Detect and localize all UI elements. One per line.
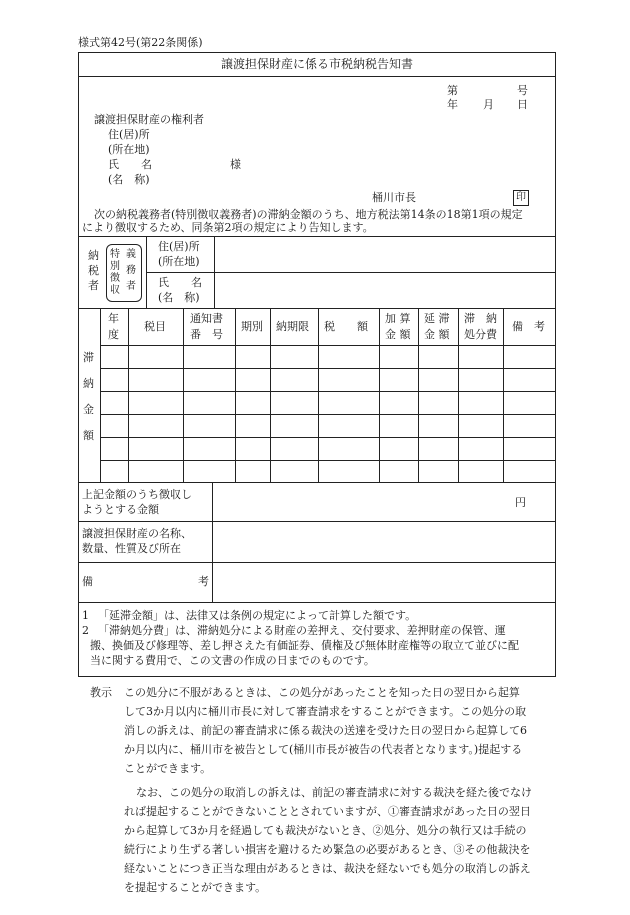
note-number: 1 xyxy=(82,609,89,622)
date-year: 年 xyxy=(447,98,458,111)
col-header-delinquency: 金 額 xyxy=(424,328,450,341)
bracket-char: 務 xyxy=(126,265,136,276)
recipient-heading: 譲渡担保財産の権利者 xyxy=(94,113,204,126)
recipient-honorific: 様 xyxy=(230,158,241,171)
col-header-delinquency: 延 滞 xyxy=(424,312,450,325)
note-line: 当に関する費用で、この文書の作成の日までのものです。 xyxy=(90,654,375,667)
taxpayer-address-alt: (所在地) xyxy=(158,255,200,268)
taxpayer-label-3: 者 xyxy=(88,279,99,292)
official-seal-mark: 印 xyxy=(513,190,529,206)
form-number: 様式第42号(第22条関係) xyxy=(78,36,203,49)
note-line: 「延滞金額」は、法律又は条例の規定によって計算した額です。 xyxy=(98,609,417,622)
divider xyxy=(146,272,556,273)
instruction-line: れば提起することができないこととされていますが、①審査請求があった日の翌日 xyxy=(124,805,531,818)
issuer-name: 桶川市長 xyxy=(372,191,416,204)
intro-line-1: 次の納税義務者(特別徴収義務者)の滞納金額のうち、地方税法第14条の18第1項の規定 xyxy=(94,208,523,221)
property-label: 数量、性質及び所在 xyxy=(82,542,181,555)
instruction-line: を提起することができます。 xyxy=(124,881,267,894)
instruction-line: から起算して3か月を経過しても裁決がないとき、②処分、処分の執行又は手続の xyxy=(124,824,527,837)
instruction-line: ことができます。 xyxy=(124,762,212,775)
recipient-name-alt: (名 称) xyxy=(108,173,150,186)
instruction-line: 消しの訴えは、前記の審査請求に係る裁決の送達を受けた日の翌日から起算して6 xyxy=(124,724,527,737)
arrears-side-label: 納 xyxy=(83,377,94,390)
col-header-year: 年 xyxy=(108,312,119,325)
instruction-label: 教示 xyxy=(90,686,112,699)
bracket-char: 徴 xyxy=(110,273,120,284)
form-title: 譲渡担保財産に係る市税納税告知書 xyxy=(220,57,413,71)
yen-unit: 円 xyxy=(515,496,526,509)
collect-amount-label: 上記金額のうち徴収し xyxy=(82,488,192,501)
divider xyxy=(78,562,556,563)
divider xyxy=(78,308,556,309)
instruction-line: して3か月以内に桶川市長に対して審査請求をすることができます。この処分の取 xyxy=(124,705,527,718)
bracket-char: 別 xyxy=(110,261,120,272)
divider xyxy=(78,521,556,522)
instruction-line: なお、この処分の取消しの訴えは、前記の審査請求に対する裁決を経た後でなけ xyxy=(136,786,532,799)
bracket-char: 者 xyxy=(126,281,136,292)
col-header-year: 度 xyxy=(108,328,119,341)
instruction-line: 続行により生ずる著しい損害を避けるため緊急の必要があるとき、③その他裁決を xyxy=(124,843,531,856)
note-line: 「滞納処分費」は、滞納処分による財産の差押え、交付要求、差押財産の保管、運 xyxy=(98,624,506,637)
collect-amount-label: ようとする金額 xyxy=(82,503,159,516)
date-day: 日 xyxy=(517,98,528,111)
remarks-label: 考 xyxy=(198,575,209,588)
doc-number-suffix: 号 xyxy=(517,84,528,97)
col-header-due-date: 納期限 xyxy=(276,320,309,333)
recipient-name-label: 氏 名 xyxy=(108,158,152,171)
divider xyxy=(78,602,556,603)
property-label: 譲渡担保財産の名称、 xyxy=(82,527,192,540)
taxpayer-address-label: 住(居)所 xyxy=(158,240,200,253)
recipient-address-alt: (所在地) xyxy=(108,143,150,156)
col-header-additional: 金 額 xyxy=(385,328,411,341)
instruction-line: この処分に不服があるときは、この処分があったことを知った日の翌日から起算 xyxy=(124,686,520,699)
remarks-label: 備 xyxy=(82,575,93,588)
arrears-side-label: 滞 xyxy=(83,351,94,364)
recipient-address-label: 住(居)所 xyxy=(108,128,150,141)
doc-number-label: 第 xyxy=(447,84,458,97)
arrears-side-label: 金 xyxy=(83,403,94,416)
col-header-additional: 加 算 xyxy=(385,312,411,325)
bracket-char: 特 xyxy=(110,249,120,260)
col-header-notice-no: 通知書 xyxy=(190,312,223,325)
note-number: 2 xyxy=(82,624,89,637)
col-header-disposition-fee: 処分費 xyxy=(464,328,497,341)
col-header-notice-no: 番 号 xyxy=(190,328,223,341)
instruction-line: 経ないことにつき正当な理由があるときは、裁決を経ないでも処分の取消しの訴え xyxy=(124,862,531,875)
divider xyxy=(212,482,213,562)
col-header-remarks: 備 考 xyxy=(512,320,545,333)
taxpayer-name-label: 氏 名 xyxy=(158,276,202,289)
bracket-char: 収 xyxy=(110,285,120,296)
arrears-side-label: 額 xyxy=(83,429,94,442)
divider xyxy=(78,76,556,77)
taxpayer-label-1: 納 xyxy=(88,249,99,262)
note-line: 搬、換価及び修理等、差し押さえた有価証券、債権及び無体財産権等の取立て並びに配 xyxy=(90,639,519,652)
col-header-disposition-fee: 滞 納 xyxy=(464,312,497,325)
intro-line-2: により徴収するため、同条第2項の規定により告知します。 xyxy=(82,221,374,234)
col-header-tax-item: 税目 xyxy=(144,320,166,333)
col-header-period: 期別 xyxy=(241,320,263,333)
col-header-tax-amount: 税 額 xyxy=(324,320,368,333)
taxpayer-name-alt: (名 称) xyxy=(158,291,200,304)
taxpayer-label-2: 税 xyxy=(88,264,99,277)
bracket-char: 義 xyxy=(126,249,136,260)
divider xyxy=(212,562,213,602)
instruction-line: か月以内に、桶川市を被告として(桶川市長が被告の代表者となります。)提起する xyxy=(124,743,523,756)
divider xyxy=(78,236,556,237)
date-month: 月 xyxy=(483,98,494,111)
